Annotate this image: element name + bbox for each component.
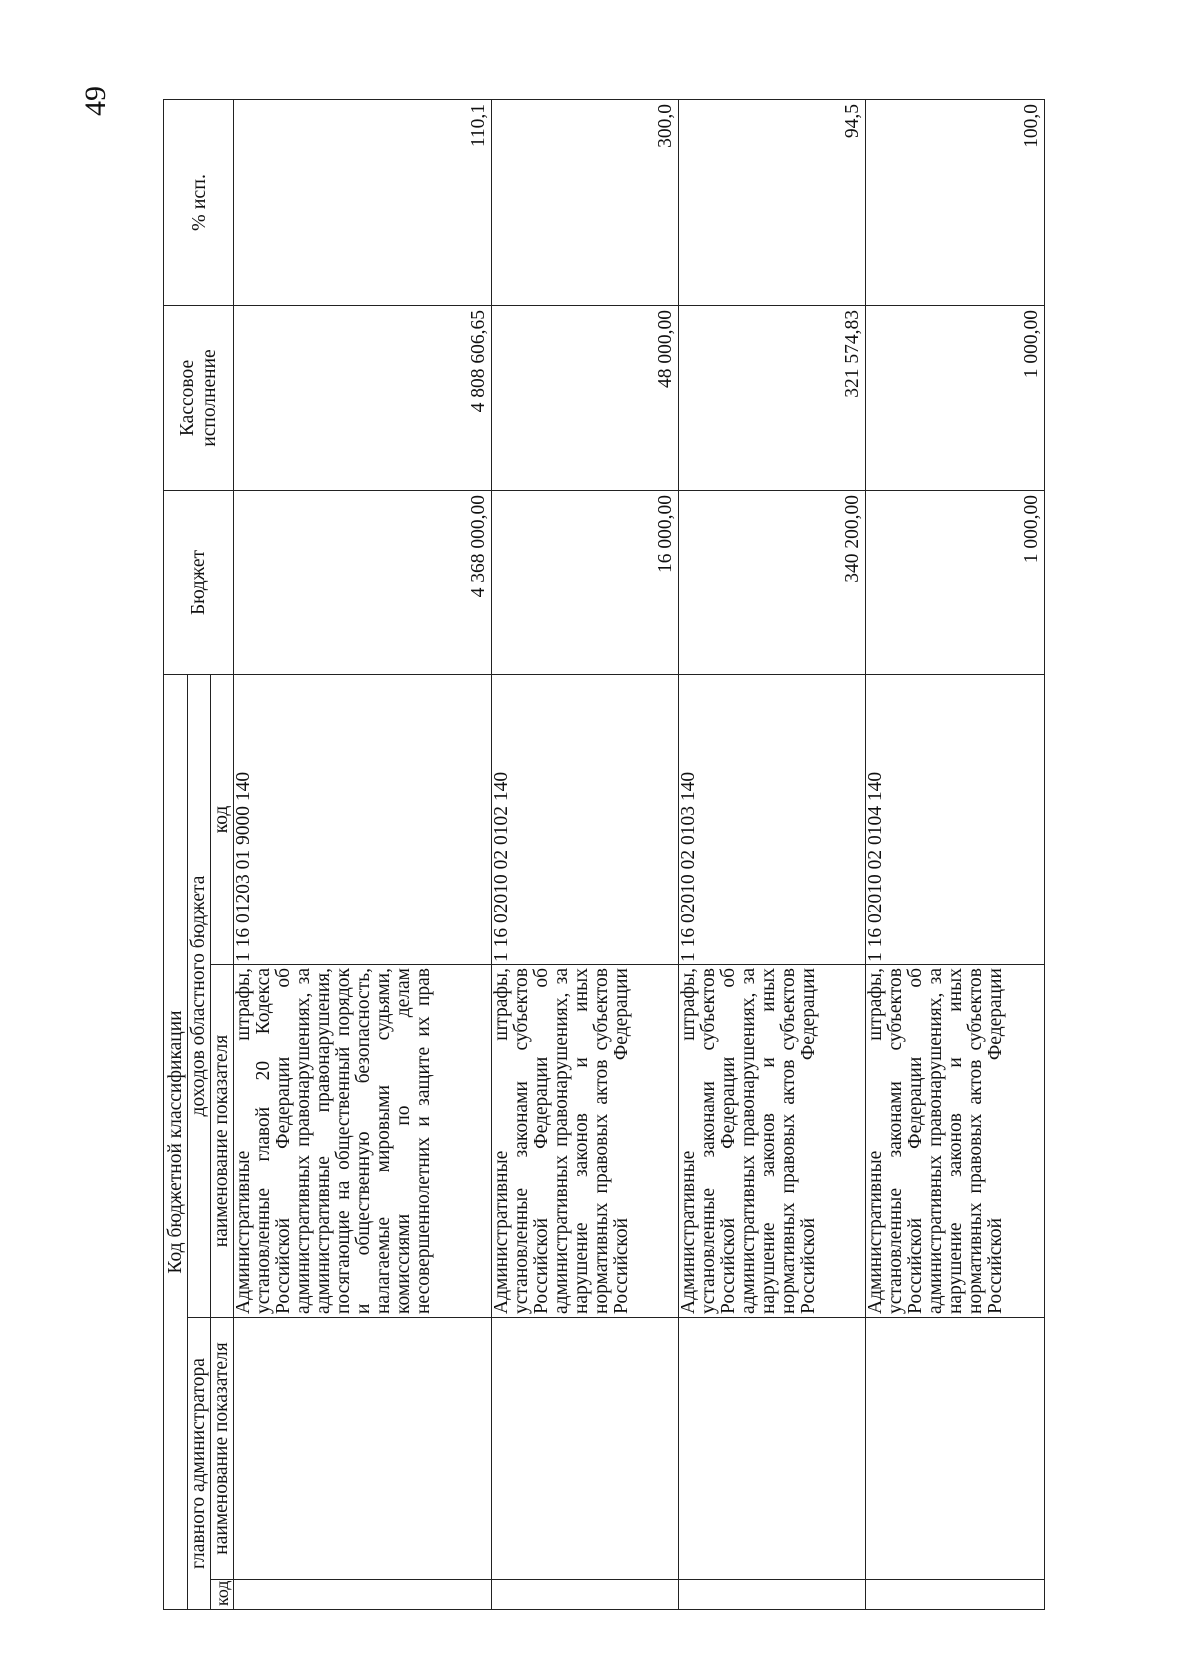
percent-cell: 110,1 [234, 99, 492, 305]
cash-execution-cell: 4 808 606,65 [234, 305, 492, 490]
budget-cell: 1 000,00 [866, 490, 1045, 674]
budget-cell: 4 368 000,00 [234, 490, 492, 674]
admin-code-cell [234, 1580, 492, 1610]
indicator-name-cell [492, 965, 679, 1318]
header-cash-execution: Кассовое исполнение [164, 305, 234, 490]
cash-execution-cell: 1 000,00 [866, 305, 1045, 490]
indicator-name: Административные штрафы, установленные законами субъектов Российской Федерации об административных правонарушениях, за нарушение законов и иных нормативных правовых актов субъектов Российской Федерации [491, 968, 632, 1314]
budget-table-sheet [163, 100, 1048, 1610]
table-row [492, 99, 679, 1609]
header-income-code: код [211, 674, 234, 964]
budget-classification-table [163, 99, 1045, 1610]
table-row [234, 99, 492, 1609]
header-classification-code: Код бюджетной классификации [164, 674, 188, 1609]
table-row [679, 99, 866, 1609]
indicator-name: Административные штрафы, установленные законами субъектов Российской Федерации об административных правонарушениях, за нарушение законов и иных нормативных правовых актов субъектов Российской Федерации [678, 968, 819, 1314]
indicator-name-cell [234, 965, 492, 1318]
admin-name-cell [866, 1318, 1045, 1580]
header-admin-code: код [211, 1580, 234, 1610]
admin-code-cell [679, 1580, 866, 1610]
income-code-cell: 1 16 01203 01 9000 140 [234, 674, 492, 964]
admin-name-cell [679, 1318, 866, 1580]
percent-cell: 300,0 [492, 99, 679, 305]
percent-cell: 94,5 [679, 99, 866, 305]
header-regional-income: доходов областного бюджета [188, 674, 211, 1317]
cash-execution-cell: 48 000,00 [492, 305, 679, 490]
cash-execution-cell: 321 574,83 [679, 305, 866, 490]
income-code-cell: 1 16 02010 02 0103 140 [679, 674, 866, 964]
page-number: 49 [79, 86, 112, 116]
budget-cell: 340 200,00 [679, 490, 866, 674]
admin-code-cell [492, 1580, 679, 1610]
header-percent: % исп. [164, 99, 234, 305]
table-row [866, 99, 1045, 1609]
header-budget: Бюджет [164, 490, 234, 674]
indicator-name-cell [679, 965, 866, 1318]
table-body [234, 99, 1045, 1609]
table-header [164, 99, 234, 1609]
income-code-cell: 1 16 02010 02 0104 140 [866, 674, 1045, 964]
indicator-name: Административные штрафы, установленные главой 20 Кодекса Российской Федерации об административных правонарушениях, за административные правонарушения, посягающие на общественный порядок и общественную безопасность, налагаемые мировыми судьями, комиссиями по делам несовершеннолетних и защите их прав [233, 968, 434, 1314]
indicator-name-cell [866, 965, 1045, 1318]
header-admin-name: наименование показателя [211, 1318, 234, 1580]
budget-cell: 16 000,00 [492, 490, 679, 674]
income-code-cell: 1 16 02010 02 0102 140 [492, 674, 679, 964]
admin-name-cell [234, 1318, 492, 1580]
header-income-name: наименование показателя [211, 965, 234, 1318]
indicator-name: Административные штрафы, установленные законами субъектов Российской Федерации об административных правонарушениях, за нарушение законов и иных нормативных правовых актов субъектов Российской Федерации [865, 968, 1006, 1314]
admin-name-cell [492, 1318, 679, 1580]
percent-cell: 100,0 [866, 99, 1045, 305]
admin-code-cell [866, 1580, 1045, 1610]
header-main-administrator: главного администратора [188, 1318, 211, 1610]
